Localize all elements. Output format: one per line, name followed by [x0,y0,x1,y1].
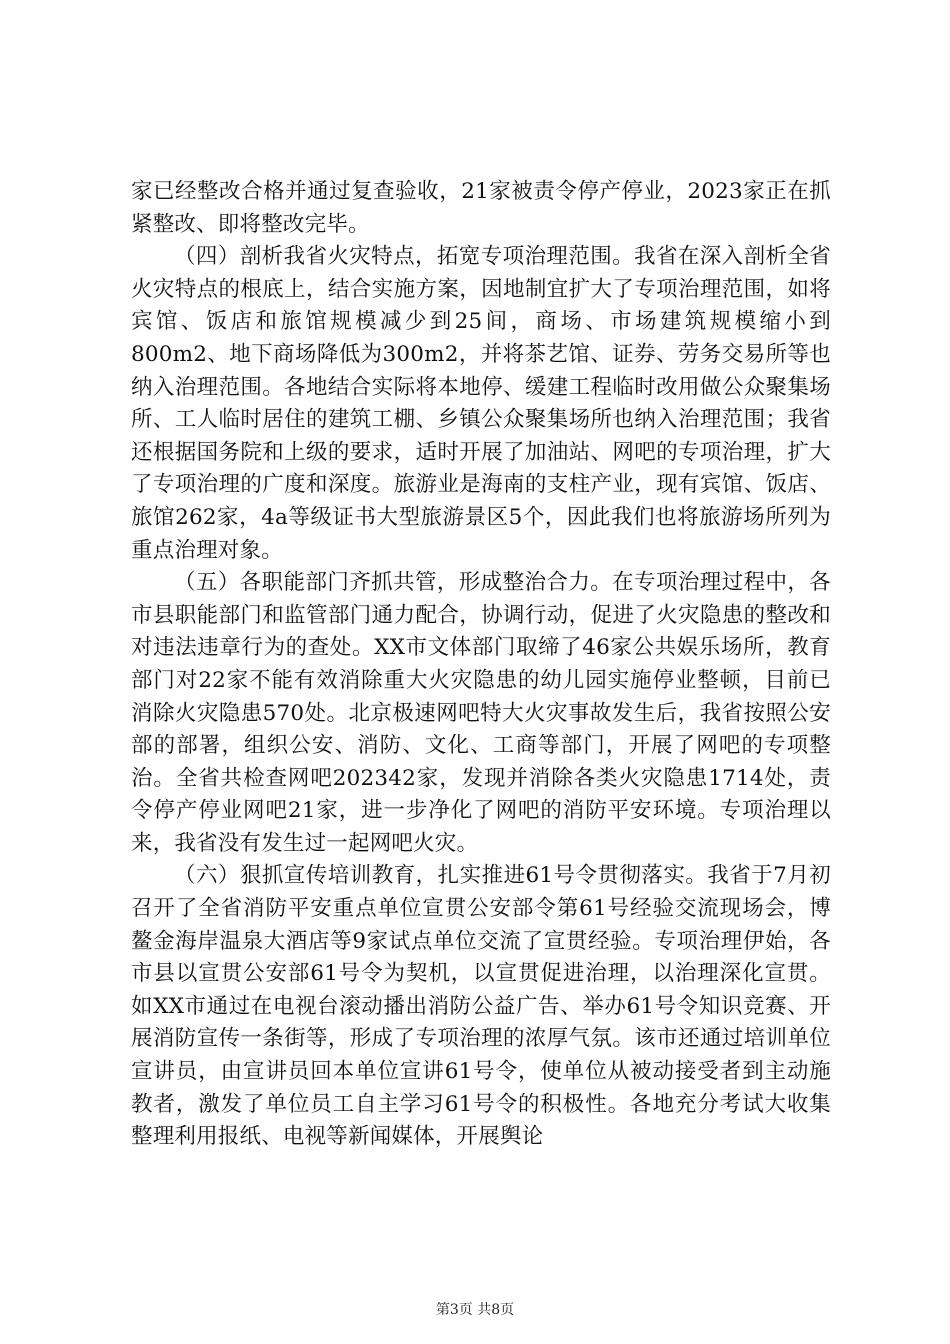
paragraph-continuation: 家已经整改合格并通过复查验收，21家被责令停产停业，2023家正在抓紧整改、即将整改完毕。 [131,179,831,237]
paragraph-section-4: （四）剖析我省火灾特点，拓宽专项治理范围。我省在深入剖析全省火灾特点的根底上，结合实施方案，因地制宜扩大了专项治理范围，如将宾馆、饭店和旅馆规模减少到25间，商场、市场建筑规模缩小到800m2、地下商场降低为300m2，并将茶艺馆、证券、劳务交易所等也纳入治理范围。各地结合实际将本地停、缓建工程临时改用做公众聚集场所、工人临时居住的建筑工棚、乡镇公众聚集场所也纳入治理范围；我省还根据国务院和上级的要求，适时开展了加油站、网吧的专项治理，扩大了专项治理的广度和深度。旅游业是海南的支柱产业，现有宾馆、饭店、旅馆262家，4a等级证书大型旅游景区5个，因此我们也将旅游场所列为重点治理对象。 [131,244,831,563]
paragraph-section-6: （六）狠抓宣传培训教育，扎实推进61号令贯彻落实。我省于7月初召开了全省消防平安重点单位宣贯公安部令第61号经验交流现场会，博鳌金海岸温泉大酒店等9家试点单位交流了宣贯经验。专项治理伊始，各市县以宣贯公安部61号令为契机，以宣贯促进治理，以治理深化宣贯。如XX市通过在电视台滚动播出消防公益广告、举办61号令知识竞赛、开展消防宣传一条街等，形成了专项治理的浓厚气氛。该市还通过培训单位宣讲员，由宣讲员回本单位宣讲61号令，使单位从被动接受者到主动施教者，激发了单位员工自主学习61号令的积极性。各地充分考试大收集整理利用报纸、电视等新闻媒体，开展舆论 [131,863,831,1150]
document-body [131,176,831,1154]
page-number-footer: 第3页 共8页 [435,1302,515,1318]
paragraph-section-5: （五）各职能部门齐抓共管，形成整治合力。在专项治理过程中，各市县职能部门和监管部门通力配合，协调行动，促进了火灾隐患的整改和对违法违章行为的查处。XX市文体部门取缔了46家公共娱乐场所，教育部门对22家不能有效消除重大火灾隐患的幼儿园实施停业整顿，目前已消除火灾隐患570处。北京极速网吧特大火灾事故发生后，我省按照公安部的部署，组织公安、消防、文化、工商等部门，开展了网吧的专项整治。全省共检查网吧202342家，发现并消除各类火灾隐患1714处，责令停产停业网吧21家，进一步净化了网吧的消防平安环境。专项治理以来，我省没有发生过一起网吧火灾。 [131,570,831,856]
